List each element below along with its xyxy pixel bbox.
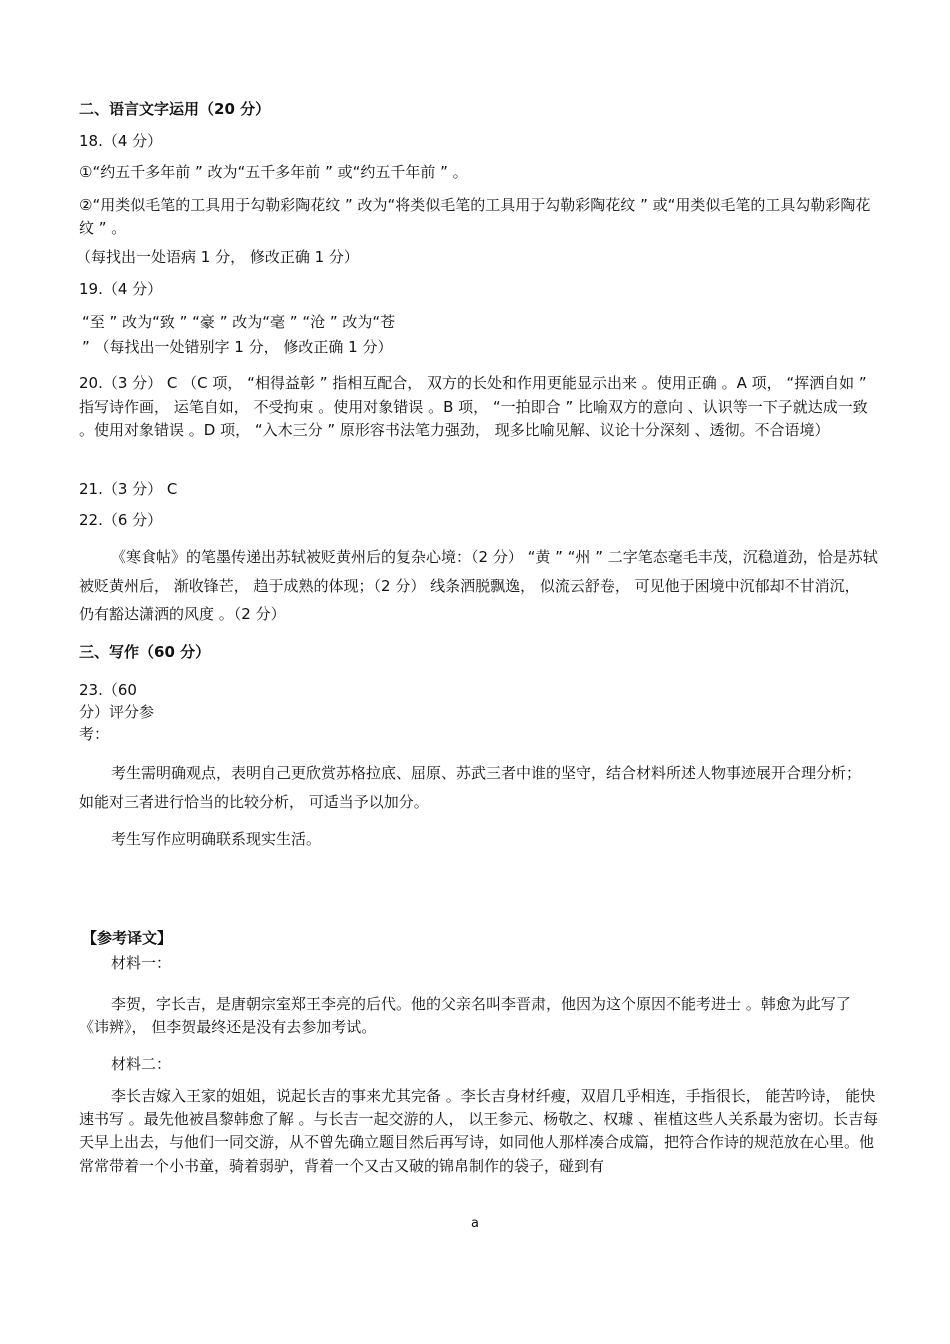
material-2-label: 材料二： <box>111 1055 172 1073</box>
q18-answer-1: ①“约五千多年前 ” 改为“五千多年前 ” 或“约五千年前 ” 。 <box>79 163 468 181</box>
q19-heading: 19.（4 分） <box>79 280 163 298</box>
material-2-translation: 李长吉嫁入王家的姐姐，说起长吉的事来尤其完备 。李长吉身材纤瘦，双眉几乎相连，手指很长， 能苦吟诗， 能快速书写 。最先他被昌黎韩愈了解 。与长吉一起交游的人， 以王参元、杨敬之、权璩 、崔植这些人关系最为密切。长吉每天早上出去，与他们一同交游，从不曾先确立题目然后再写诗，如同他人那样凑合成篇，把符合作诗的规范放在心里。他常常带着一个小书童，骑着弱驴，背着一个又古又破的锦帛制作的袋子，碰到有 <box>79 1087 879 1175</box>
section-2-title: 二、语言文字运用（20 分） <box>79 100 271 118</box>
q19-answer-line-2: ” （每找出一处错别字 1 分， 修改正确 1 分） <box>82 338 393 356</box>
q21-answer: 21.（3 分） C <box>79 480 178 498</box>
reference-translation-title: 【参考译文】 <box>82 929 173 947</box>
q22-answer: 《寒食帖》的笔墨传递出苏轼被贬黄州后的复杂心境：（2 分） “黄 ” “州 ” 二字笔态毫毛丰茂，沉稳道劲，恰是苏轼被贬黄州后， 渐收锋芒， 趋于成熟的体现；（2 分） 线条洒脱飘逸， 似流云舒卷， 可见他于困境中沉郁却不甘消沉， 仍有豁达潇洒的风度 。（2 分） <box>79 548 878 623</box>
q18-scoring-note: （每找出一处语病 1 分， 修改正确 1 分） <box>76 248 359 266</box>
material-1-label: 材料一： <box>111 954 172 972</box>
q23-criteria-2: 考生写作应明确联系现实生活。 <box>111 830 322 848</box>
q18-answer-2: ②“用类似毛笔的工具用于勾勒彩陶花纹 ” 改为“将类似毛笔的工具用于勾勒彩陶花纹 ” 或“用类似毛笔的工具勾勒彩陶花纹 ” 。 <box>79 196 871 237</box>
q19-answer-line-1: “至 ” 改为“致 ” “豪 ” 改为“毫 ” “沧 ” 改为“苍 <box>82 313 396 331</box>
q23-criteria-1: 考生需明确观点，表明自己更欣赏苏格拉底、屈原、苏武三者中谁的坚守，结合材料所述人物事迹展开合理分析； 如能对三者进行恰当的比较分析， 可适当予以加分。 <box>79 764 862 811</box>
q20-answer: 20.（3 分） C （C 项， “相得益彰 ” 指相互配合， 双方的长处和作用更能显示出来 。使用正确 。A 项， “挥洒自如 ” 指写诗作画， 运笔自如， 不受拘束 。使用对象错误 。B 项， “一拍即合 ” 比喻双方的意向 、认识等一下子就达成一致 。使用对象错误 。D 项， “入木三分 ” 原形容书法笔力强劲， 现多比喻见解、议论十分深刻 、透彻。不合语境） <box>79 374 868 439</box>
q23-heading-line-2: 分）评分参 <box>79 703 155 721</box>
q23-heading-line-1: 23.（60 <box>79 681 137 699</box>
page-footer: a <box>471 1216 479 1231</box>
section-3-title: 三、写作（60 分） <box>79 643 211 661</box>
material-1-translation: 李贺，字长吉，是唐朝宗室郑王李亮的后代。他的父亲名叫李晋肃，他因为这个原因不能考进士 。韩愈为此写了《讳辨》， 但李贺最终还是没有去参加考试。 <box>79 995 851 1036</box>
q18-heading: 18.（4 分） <box>79 132 163 150</box>
q22-heading: 22.（6 分） <box>79 511 163 529</box>
q23-heading-line-3: 考： <box>79 725 110 743</box>
